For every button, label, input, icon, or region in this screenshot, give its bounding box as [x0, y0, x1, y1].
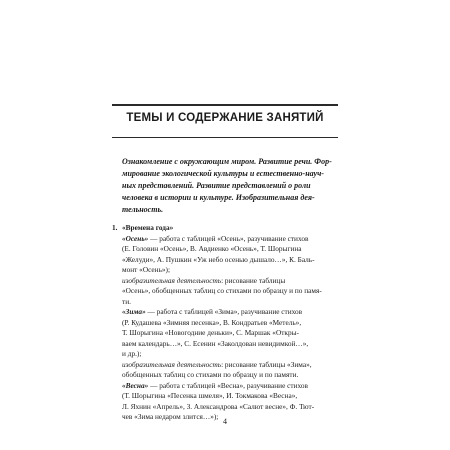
- section-line: [112, 286, 340, 297]
- body-text: (Т. Шорыгина «Песенка шмеля», И. Токмакова «Весна»,: [122, 391, 298, 400]
- section-line: [112, 276, 340, 287]
- intro-line: ных представлений. Развитие представлений о роли: [122, 181, 311, 190]
- section-line: [112, 402, 340, 413]
- body-text: — работа с таблицей «Весна», разучивание стихов: [148, 380, 308, 390]
- body-text: — работа с таблицей «Осень», разучивание стихов: [148, 233, 309, 243]
- heading-bottom-rule: [112, 137, 338, 138]
- section-title: «Времена года»: [122, 223, 174, 232]
- body-text: и др.);: [122, 349, 142, 358]
- section-line: [112, 391, 340, 402]
- body-text: (Р. Кудашева «Зимняя песенка», В. Кондратьев «Метель»,: [122, 317, 302, 327]
- intro-line: человека в истории и культуре. Изобразительная дея-: [122, 193, 315, 202]
- section-line: [112, 234, 340, 245]
- section-line: [112, 307, 340, 318]
- emphasis-text: изобразительная деятельность: [122, 275, 222, 285]
- section-line: [112, 370, 340, 381]
- body-text: «Желуди», А. Пушкин «Уж небо осенью дышало…», К. Баль-: [122, 254, 315, 264]
- intro-line: Ознакомление с окружающим миром. Развитие речи. Фор-: [122, 157, 332, 166]
- emphasis-text: «Зима»: [122, 307, 146, 316]
- emphasis-text: «Осень»: [122, 233, 149, 243]
- section-line: [112, 339, 340, 350]
- body-text: ти.: [122, 296, 131, 306]
- section-line: [112, 381, 340, 392]
- body-text: чев «Зима недаром злится…»);: [122, 412, 219, 421]
- body-text: «Осень», обобщенных таблиц со стихами по образцу и по памя-: [122, 286, 322, 295]
- section-body: [112, 223, 340, 423]
- body-text: ваем календарь…», С. Есенин «Заколдован невидимкой…»,: [122, 338, 309, 348]
- body-text: Т. Шорыгина «Новогодние деньки», С. Маршак «Откры-: [122, 328, 299, 337]
- section-number: 1.: [112, 223, 118, 232]
- body-text: (Е. Головин «Осень», В. Авдиенко «Осень», Т. Шорыгина: [122, 244, 302, 253]
- body-text: Л. Яхнин «Апрель», З. Александрова «Салют весне», Ф. Тют-: [122, 401, 315, 411]
- section-line: [112, 349, 340, 360]
- body-text: обобщенных таблиц со стихами по образцу и по памяти.: [122, 370, 299, 379]
- page-heading: ТЕМЫ И СОДЕРЖАНИЕ ЗАНЯТИЙ: [126, 112, 324, 124]
- body-text: — работа с таблицей «Зима», разучивание стихов: [145, 307, 303, 316]
- section-line: [112, 244, 340, 255]
- intro-line: мирование экологической культуры и естественно-науч-: [122, 169, 324, 178]
- section-line: [112, 318, 340, 329]
- body-text: монт «Осень»);: [122, 265, 171, 274]
- section-line: [112, 360, 340, 371]
- intro-line: тельность.: [122, 205, 164, 214]
- intro-paragraph: [122, 156, 336, 216]
- section-line: [112, 328, 340, 339]
- section-line: [112, 255, 340, 266]
- heading-top-rule: [112, 104, 338, 106]
- section-line: [112, 297, 340, 308]
- page-number: 4: [223, 417, 227, 426]
- emphasis-text: «Весна»: [122, 380, 149, 390]
- section-line: [112, 265, 340, 276]
- body-text: : рисование таблицы: [221, 275, 286, 285]
- emphasis-text: изобразительная деятельность: [122, 359, 222, 369]
- body-text: : рисование таблицы «Зима»,: [221, 359, 312, 369]
